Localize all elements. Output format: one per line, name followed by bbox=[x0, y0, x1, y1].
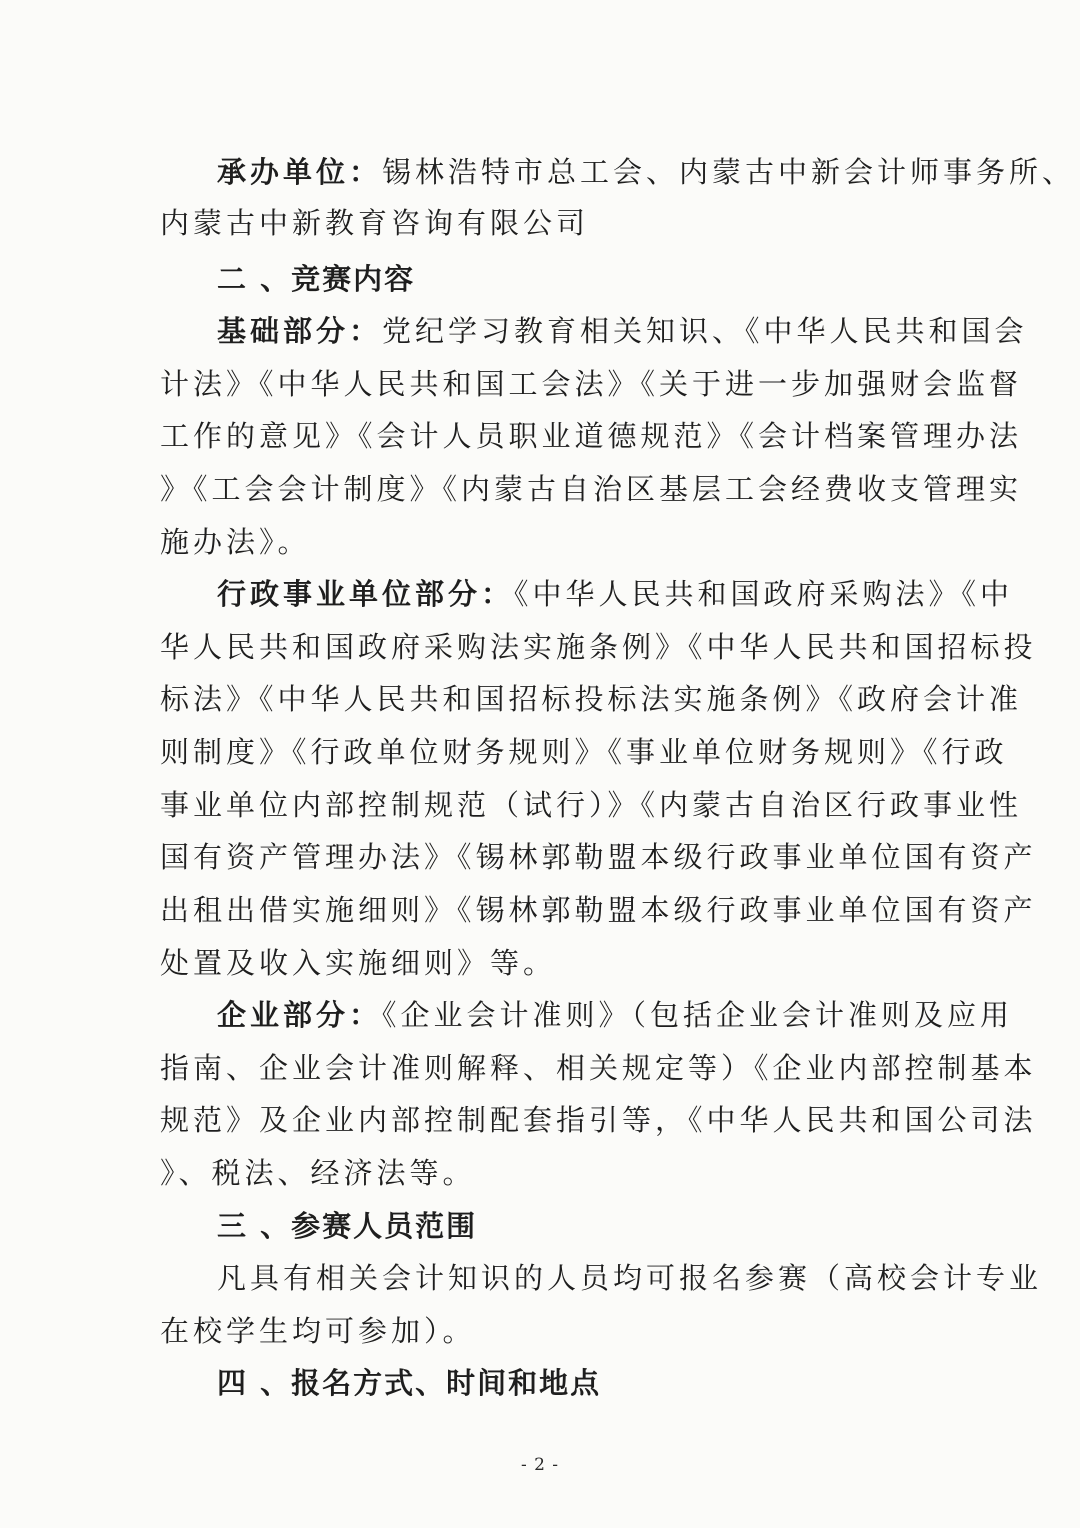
basic-line-5: 施办法》。 bbox=[160, 525, 311, 559]
enterprise-label: 企业部分： bbox=[217, 998, 383, 1032]
scope-line-2: 在校学生均可参加）。 bbox=[160, 1314, 476, 1348]
basic-label: 基础部分： bbox=[217, 314, 383, 348]
admin-line-7: 出租出借实施细则》《锡林郭勒盟本级行政事业单位国有资产 bbox=[160, 893, 1037, 927]
admin-line-1: 行政事业单位部分：《中华人民共和国政府采购法》《中 bbox=[217, 577, 1014, 611]
host-label: 承办单位： bbox=[217, 155, 383, 189]
admin-line-3: 标法》《中华人民共和国招标投标法实施条例》《政府会计准 bbox=[160, 682, 1023, 716]
basic-line-3: 工作的意见》《会计人员职业道德规范》《会计档案管理办法 bbox=[160, 419, 1023, 453]
scope-line-1: 凡具有相关会计知识的人员均可报名参赛（高校会计专业 bbox=[217, 1261, 1043, 1295]
page-number: - 2 - bbox=[520, 1455, 560, 1475]
enterprise-line-1: 企业部分：《企业会计准则》（包括企业会计准则及应用 bbox=[217, 998, 1014, 1032]
admin-line-5: 事业单位内部控制规范（试行）》《内蒙古自治区行政事业性 bbox=[160, 788, 1023, 822]
host-line-2: 内蒙古中新教育咨询有限公司 bbox=[160, 206, 590, 240]
section-heading-4: 四 、报名方式、时间和地点 bbox=[217, 1366, 602, 1400]
enterprise-line-3: 规范》及企业内部控制配套指引等，《中华人民共和国公司法 bbox=[160, 1103, 1037, 1137]
enterprise-line-2: 指南、企业会计准则解释、相关规定等）《企业内部控制基本 bbox=[160, 1051, 1037, 1085]
admin-line-2: 华人民共和国政府采购法实施条例》《中华人民共和国招标投 bbox=[160, 630, 1037, 664]
admin-line-6: 国有资产管理办法》《锡林郭勒盟本级行政事业单位国有资产 bbox=[160, 840, 1037, 874]
section-heading-2: 二 、竞赛内容 bbox=[217, 262, 416, 296]
section-heading-3: 三 、参赛人员范围 bbox=[217, 1209, 478, 1243]
admin-line-4: 则制度》《行政单位财务规则》《事业单位财务规则》《行政 bbox=[160, 735, 1008, 769]
admin-label: 行政事业单位部分： bbox=[217, 577, 515, 611]
basic-line-4: 》《工会会计制度》《内蒙古自治区基层工会经费收支管理实 bbox=[160, 472, 1023, 506]
basic-line-2: 计法》《中华人民共和国工会法》《关于进一步加强财会监督 bbox=[160, 367, 1023, 401]
enterprise-line-4: 》、税法、经济法等。 bbox=[160, 1156, 476, 1190]
host-line-1: 承办单位：锡林浩特市总工会、内蒙古中新会计师事务所、 bbox=[217, 155, 1076, 189]
admin-line-8: 处置及收入实施细则》等。 bbox=[160, 946, 557, 980]
basic-line-1: 基础部分：党纪学习教育相关知识、《中华人民共和国会 bbox=[217, 314, 1028, 348]
